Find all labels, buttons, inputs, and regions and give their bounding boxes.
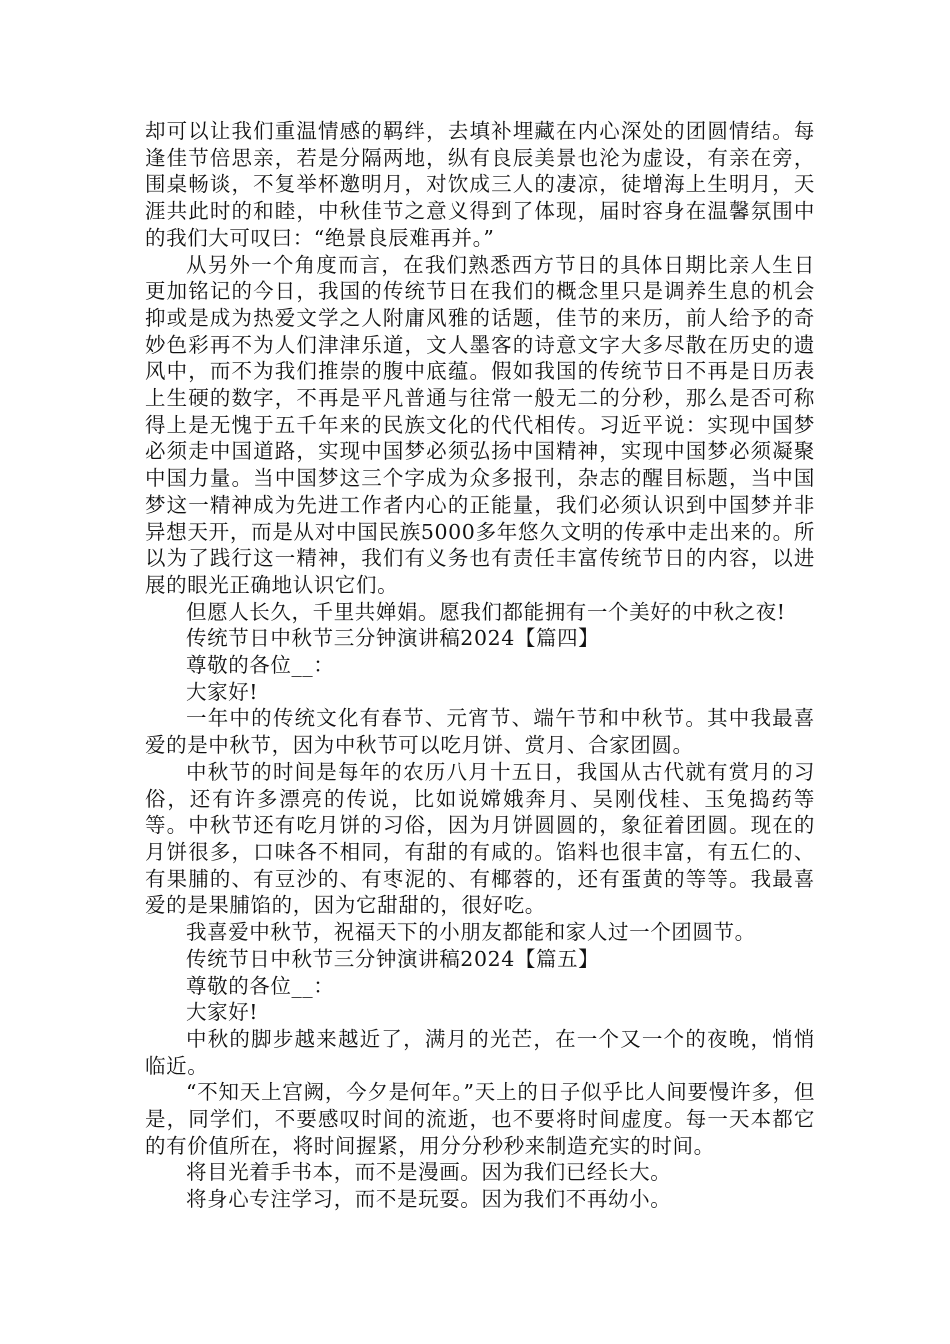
paragraph-2: 从另外一个角度而言，在我们熟悉西方节日的具体日期比亲人生日更加铭记的今日，我国的传统节日在我们的概念里只是调养生息的机会抑或是成为热爱文学之人附庸风雅的话题，佳节的来历，前人给予的奇妙色彩再不为人们津津乐道，文人墨客的诗意文字大多尽散在历史的遗风中，而不为我们推崇的腹中底蕴。假如我国的传统节日不再是日历表上生硬的数字，不再是平凡普通与往常一般无二的分秒，那么是否可称得上是无愧于五千年来的民族文化的代代相传。习近平说：实现中国梦必须走中国道路，实现中国梦必须弘扬中国精神，实现中国梦必须凝聚中国力量。当中国梦这三个字成为众多报刊，杂志的醒目标题，当中国梦这一精神成为先进工作者内心的正能量，我们必须认识到中国梦并非异想天开，而是从对中国民族5000多年悠久文明的传承中走出来的。所以为了践行这一精神，我们有义务也有责任丰富传统节日的内容，以进展的眼光正确地认识它们。 (145, 252, 815, 597)
section-heading-part-five: 传统节日中秋节三分钟演讲稿2024【篇五】 (186, 946, 600, 971)
greeting: 大家好! (186, 679, 259, 704)
paragraph-8: 中秋节的时间是每年的农历八月十五日，我国从古代就有赏月的习俗，还有许多漂亮的传说，比如说嫦娥奔月、吴刚伐桂、玉兔捣药等等。中秋节还有吃月饼的习俗，因为月饼圆圆的，象征着团圆。现在的月饼很多，口味各不相同，有甜的有咸的。馅料也很丰富，有五仁的、有果脯的、有豆沙的、有枣泥的、有椰蓉的，还有蛋黄的等等。我最喜爱的是果脯馅的，因为它甜甜的，很好吃。 (145, 759, 815, 918)
paragraph-15: 将目光着手书本，而不是漫画。因为我们已经长大。 (186, 1160, 672, 1185)
paragraph-9: 我喜爱中秋节，祝福天下的小朋友都能和家人过一个团圆节。 (186, 920, 756, 945)
paragraph-1: 却可以让我们重温情感的羁绊，去填补埋藏在内心深处的团圆情结。每逢佳节倍思亲，若是分隔两地，纵有良辰美景也沦为虚设，有亲在旁，围桌畅谈，不复举杯邀明月，对饮成三人的凄凉，徒增海上生明月，天涯共此时的和睦，中秋佳节之意义得到了体现，届时容身在温馨氛围中的我们大可叹曰：“绝景良辰难再并。” (145, 119, 815, 250)
greeting: 大家好! (186, 1000, 259, 1025)
paragraph-13: 中秋的脚步越来越近了，满月的光芒，在一个又一个的夜晚，悄悄临近。 (145, 1026, 815, 1078)
paragraph-3: 但愿人长久，千里共婵娟。愿我们都能拥有一个美好的中秋之夜! (186, 599, 786, 624)
paragraph-16: 将身心专注学习，而不是玩耍。因为我们不再幼小。 (186, 1187, 672, 1212)
document-body (145, 118, 815, 1213)
paragraph-7: 一年中的传统文化有春节、元宵节、端午节和中秋节。其中我最喜爱的是中秋节，因为中秋节可以吃月饼、赏月、合家团圆。 (145, 706, 815, 758)
salutation: 尊敬的各位__： (186, 973, 335, 998)
section-heading-part-four: 传统节日中秋节三分钟演讲稿2024【篇四】 (186, 626, 600, 651)
salutation: 尊敬的各位__： (186, 653, 335, 678)
paragraph-14: “不知天上宫阙，今夕是何年。”天上的日子似乎比人间要慢许多，但是，同学们，不要感叹时间的流逝，也不要将时间虚度。每一天本都它的有价值所在，将时间握紧，用分分秒秒来制造充实的时间。 (145, 1080, 815, 1158)
